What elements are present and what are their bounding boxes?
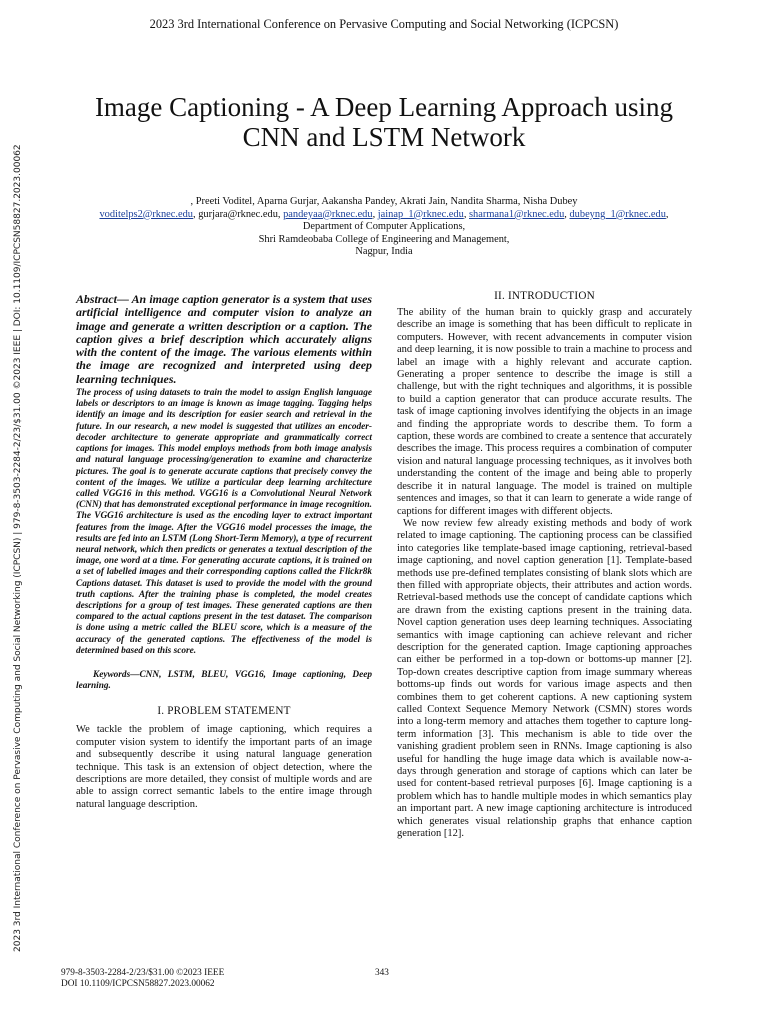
right-column — [397, 290, 692, 840]
introduction-paragraph-1: The ability of the human brain to quickly grasp and accurately describe an image is something that has been difficult to replicate in computers. However, with recent advancements in computer vision and deep learning, it is now possible to train a machine to process and label an image with a highly relevant and accurate caption. Generating a proper sentence to describe the image is still a challenge, but with the right techniques and algorithms, it is possible to build a caption generator that can produce accurate results. The task of image captioning involves identifying the objects in an image and finding the appropriate words to describe them. To form a caption, these words are combined to create a sentence that accurately describes the image. This process requires a combination of computer vision and natural language processing techniques, as it involves both understanding the content of the image and being able to properly describe it in natural language. The model is trained on multiple sentences and images, so that it can learn to generate a wide range of captions for different images with different objects. — [397, 307, 692, 517]
author-block — [40, 196, 728, 259]
author-department: Department of Computer Applications, — [302, 221, 466, 233]
left-column — [76, 293, 372, 811]
footer-identifiers — [61, 968, 224, 990]
author-emails: voditelps2@rknec.edu, gurjara@rknec.edu, pandeyaa@rknec.edu, jainap_1@rknec.edu, sharmana1@rknec.edu, dubeyng_1@rknec.edu, — [99, 208, 669, 220]
section-heading-problem-statement: I. PROBLEM STATEMENT — [157, 705, 291, 718]
title-line-1: Image Captioning - A Deep Learning Approach using — [94, 92, 674, 122]
author-names: , Preeti Voditel, Aparna Gurjar, Aakansha Pandey, Akrati Jain, Nandita Sharma, Nisha Dubey — [190, 196, 578, 207]
section-heading-introduction: II. INTRODUCTION — [494, 290, 595, 302]
email-link[interactable]: sharmana1@rknec.edu — [469, 208, 565, 220]
email-link[interactable]: pandeyaa@rknec.edu — [283, 208, 373, 220]
email-link[interactable]: voditelps2@rknec.edu — [99, 208, 194, 220]
email-text: gurjara@rknec.edu — [198, 208, 278, 220]
conference-header: 2023 3rd International Conference on Pervasive Computing and Social Networking (ICPCSN) — [149, 17, 619, 31]
footer-isbn: 979-8-3503-2284-2/23/$31.00 ©2023 IEEE — [61, 968, 225, 978]
footer-doi: DOI 10.1109/ICPCSN58827.2023.00062 — [61, 979, 215, 989]
title-line-2: CNN and LSTM Network — [242, 122, 526, 152]
side-citation-text: 2023 3rd International Conference on Pervasive Computing and Social Networking (ICPCSN) | 979-8-3503-2284-2/23/$31.00 ©2023 IEEE | DOI: 10.1109/ICPCSN58827.2023.00062 — [13, 144, 23, 952]
email-link[interactable]: dubeyng_1@rknec.edu — [569, 208, 666, 220]
introduction-paragraph-2: We now review few already existing methods and body of work related to image captioning. The captioning process can be classified into categories like template-based image captioning, retrieval-based image captioning, and novel caption generation [1]. Template-based methods use pre-defined templates consisting of blank slots which are then filled with appropriate objects, their attributes and action words. Retrieval-based methods use the concept of candidate captions which are drawn from the existing captions present in the training data. Novel caption generation uses deep learning techniques. Associating semantics with image captioning can achieve relevant and richer description for the generated caption. Image captioning approaches can either be performed in a top-down or bottoms-up manner [2]. Top-down creates descriptive caption from image summary whereas bottoms-up finds out words for various image aspects and then combines them to get coherent captions. A new captioning system called Context Sequence Memory Network (CSMN) stores words into a long-term memory and attaches them together to capture long-term information [3]. This mechanism is able to tide over the vanishing gradient problem seen in RNNs. Image captioning is also useful for handling the huge image data which is available now-a-days through generation and storage of captions which can later be used for content-based retrieval purposes [6]. Image captioning is a problem which has to handle multiple modes in which semantics play an important part. A new image captioning architecture is introduced which generates visual relationship graphs that enhance caption generation [12]. — [397, 517, 692, 840]
email-link[interactable]: jainap_1@rknec.edu — [377, 208, 464, 220]
author-location: Nagpur, India — [355, 246, 413, 258]
paper-title — [40, 92, 728, 152]
page-number: 343 — [375, 968, 389, 978]
author-college: Shri Ramdeobaba College of Engineering and Management, — [258, 233, 510, 245]
abstract-body: The process of using datasets to train the model to assign English language labels or descriptors to an image is known as image tagging. Tagging helps identify an image and its description for easier search and retrieval in the future. In our research, a new model is suggested that utilizes an encoder-decoder architecture to generate appropriate and grammatically correct captions for images. This model employs methods from both image analysis and natural language processing/generation to examine and characterize pictures. The goal is to generate accurate captions that precisely convey the content of the images. We utilize a particular deep learning architecture called VGG16 in this method. VGG16 is a Convolutional Neural Network (CNN) that has demonstrated exceptional performance in image recognition. The VGG16 architecture is used as the encoding layer to extract important features from the image. After the VGG16 model processes the image, the results are fed into an LSTM (Long Short-Term Memory), a type of recurrent neural network, which then predicts or generates a textual description of the image, one word at a time. For generating accurate captions, it is trained on a set of labelled images and their corresponding captions called the Flickr8k Captions dataset. This dataset is used to provide the model with the ground truth captions. After the training phase is completed, the model creates descriptions for a group of test images. These generated captions are then compared to the actual captions present in the test dataset. The comparison is done using a metric called the BLEU score, which is a measure of the accuracy of the generated captions. The effectiveness of the model is determined based on this score. — [76, 388, 372, 656]
keywords: Keywords—CNN, LSTM, BLEU, VGG16, Image captioning, Deep learning. — [76, 669, 372, 692]
problem-statement-body: We tackle the problem of image captioning, which requires a computer vision system to identify the important parts of an image and subsequently describe it using natural language generation technique. This task is an extension of object detection, where the descriptions are more detailed, they consist of multiple words and are able to assign correct semantic labels to the entire image through natural language description. — [76, 724, 372, 810]
abstract-heading: Abstract— An image caption generator is a system that uses artificial intelligence and computer vision to analyze an image and generate a written description or a caption. The caption gives a brief description which accurately aligns with the content of the image. The various elements within the image are recognized and interpreted using deep learning techniques. — [76, 292, 372, 386]
